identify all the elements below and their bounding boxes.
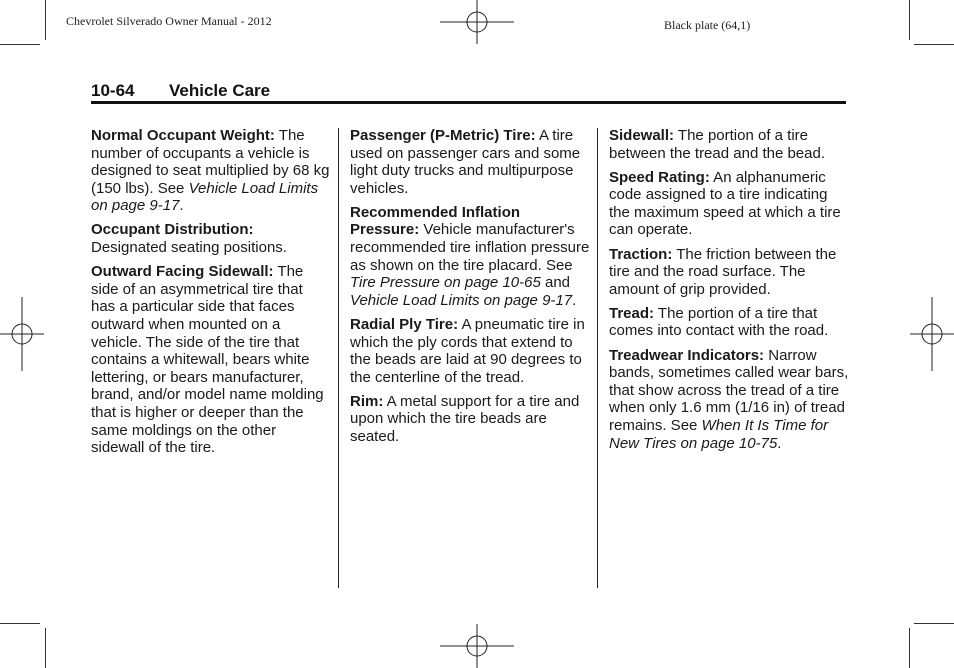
crop-mark-icon [0, 44, 40, 45]
glossary-term: Normal Occupant Weight: [91, 127, 275, 144]
glossary-entry [609, 347, 849, 453]
glossary-entry [91, 221, 331, 256]
glossary-entry [350, 204, 590, 310]
glossary-term: Radial Ply Tire: [350, 315, 459, 333]
glossary-term: Rim: [350, 392, 384, 410]
glossary-entry [609, 305, 849, 340]
glossary-entry [350, 393, 590, 446]
glossary-definition: The side of an asymmetrical tire that has a particular side that faces outward when mounted on a vehicle. The side of the tire that contains a whitewall, bears white lettering, or bears manufacturer, brand, and/or model name molding that is higher or deeper than the same moldings on the other sidewall of the tire. [91, 263, 324, 457]
glossary-definition: A metal support for a tire and upon which the tire beads are seated. [350, 392, 580, 445]
text-column-1 [91, 127, 331, 463]
glossary-term: Outward Facing Sidewall: [91, 263, 274, 281]
glossary-definition: The portion of a tire that comes into contact with the road. [609, 304, 829, 340]
glossary-definition: The friction between the tire and the road surface. The amount of grip provided. [609, 245, 837, 298]
glossary-term: Traction: [609, 245, 673, 263]
registration-mark-icon [0, 297, 44, 371]
header-rule [91, 101, 846, 104]
definition-end: . [179, 197, 184, 215]
section-header [91, 81, 846, 101]
registration-mark-icon [910, 297, 954, 371]
glossary-entry [609, 246, 849, 299]
glossary-definition: An alphanumeric code assigned to a tire indicating the maximum speed at which a tire can operate. [609, 168, 841, 239]
glossary-term: Recommended Inflation Pressure: [350, 203, 521, 239]
crop-mark-icon [909, 0, 910, 40]
glossary-term: Tread: [609, 304, 655, 322]
crop-mark-icon [45, 628, 46, 668]
glossary-definition: Narrow bands, sometimes called wear bars, that show across the tread of a tire when only 1.6 mm (1/16 in) of tread remains. See [609, 346, 849, 434]
glossary-term: Occupant Distribution: [91, 221, 254, 239]
crop-mark-icon [0, 623, 40, 624]
crop-mark-icon [45, 0, 46, 40]
cross-reference: Tire Pressure on page 10-65 [350, 274, 541, 292]
cross-reference: Vehicle Load Limits on page 9-17 [91, 179, 319, 215]
column-divider [597, 128, 598, 588]
glossary-definition: Designated seating positions. [91, 239, 287, 257]
registration-mark-icon [440, 0, 514, 44]
text-column-3 [609, 127, 849, 459]
plate-label: Black plate (64,1) [664, 18, 751, 32]
glossary-definition: A tire used on passenger cars and some light duty trucks and multipurpose vehicles. [350, 127, 581, 197]
crop-mark-icon [914, 44, 954, 45]
glossary-term: Treadwear Indicators: [609, 346, 765, 364]
glossary-definition: A pneumatic tire in which the ply cords that extend to the beads are laid at 90 degrees to the centerline of the tread. [350, 315, 585, 386]
glossary-entry [350, 127, 590, 197]
crop-mark-icon [914, 623, 954, 624]
glossary-term: Sidewall: [609, 127, 675, 144]
glossary-definition: The portion of a tire between the tread and the bead. [609, 127, 826, 162]
glossary-entry [609, 127, 849, 162]
text-column-2 [350, 127, 590, 452]
definition-end: . [777, 434, 782, 452]
glossary-term: Passenger (P-Metric) Tire: [350, 127, 536, 144]
glossary-entry [91, 263, 331, 457]
cross-reference: Vehicle Load Limits on page 9-17 [350, 291, 573, 309]
glossary-entry [91, 127, 331, 215]
glossary-entry [350, 316, 590, 386]
section-title: Vehicle Care [169, 81, 271, 100]
glossary-definition: The number of occupants a vehicle is designed to seat multiplied by 68 kg (150 lbs). See [91, 127, 330, 197]
cross-reference: When It Is Time for New Tires on page 10-75 [609, 416, 829, 452]
crop-mark-icon [909, 628, 910, 668]
column-divider [338, 128, 339, 588]
page-number: 10-64 [91, 81, 135, 100]
document-title: Chevrolet Silverado Owner Manual - 2012 [66, 14, 272, 28]
glossary-definition: Vehicle manufacturer's recommended tire inflation pressure as shown on the tire placard. See [350, 221, 590, 274]
definition-end: . [572, 291, 577, 309]
definition-connector: and [540, 274, 571, 292]
registration-mark-icon [440, 624, 514, 668]
glossary-entry [609, 169, 849, 239]
glossary-term: Speed Rating: [609, 168, 710, 186]
